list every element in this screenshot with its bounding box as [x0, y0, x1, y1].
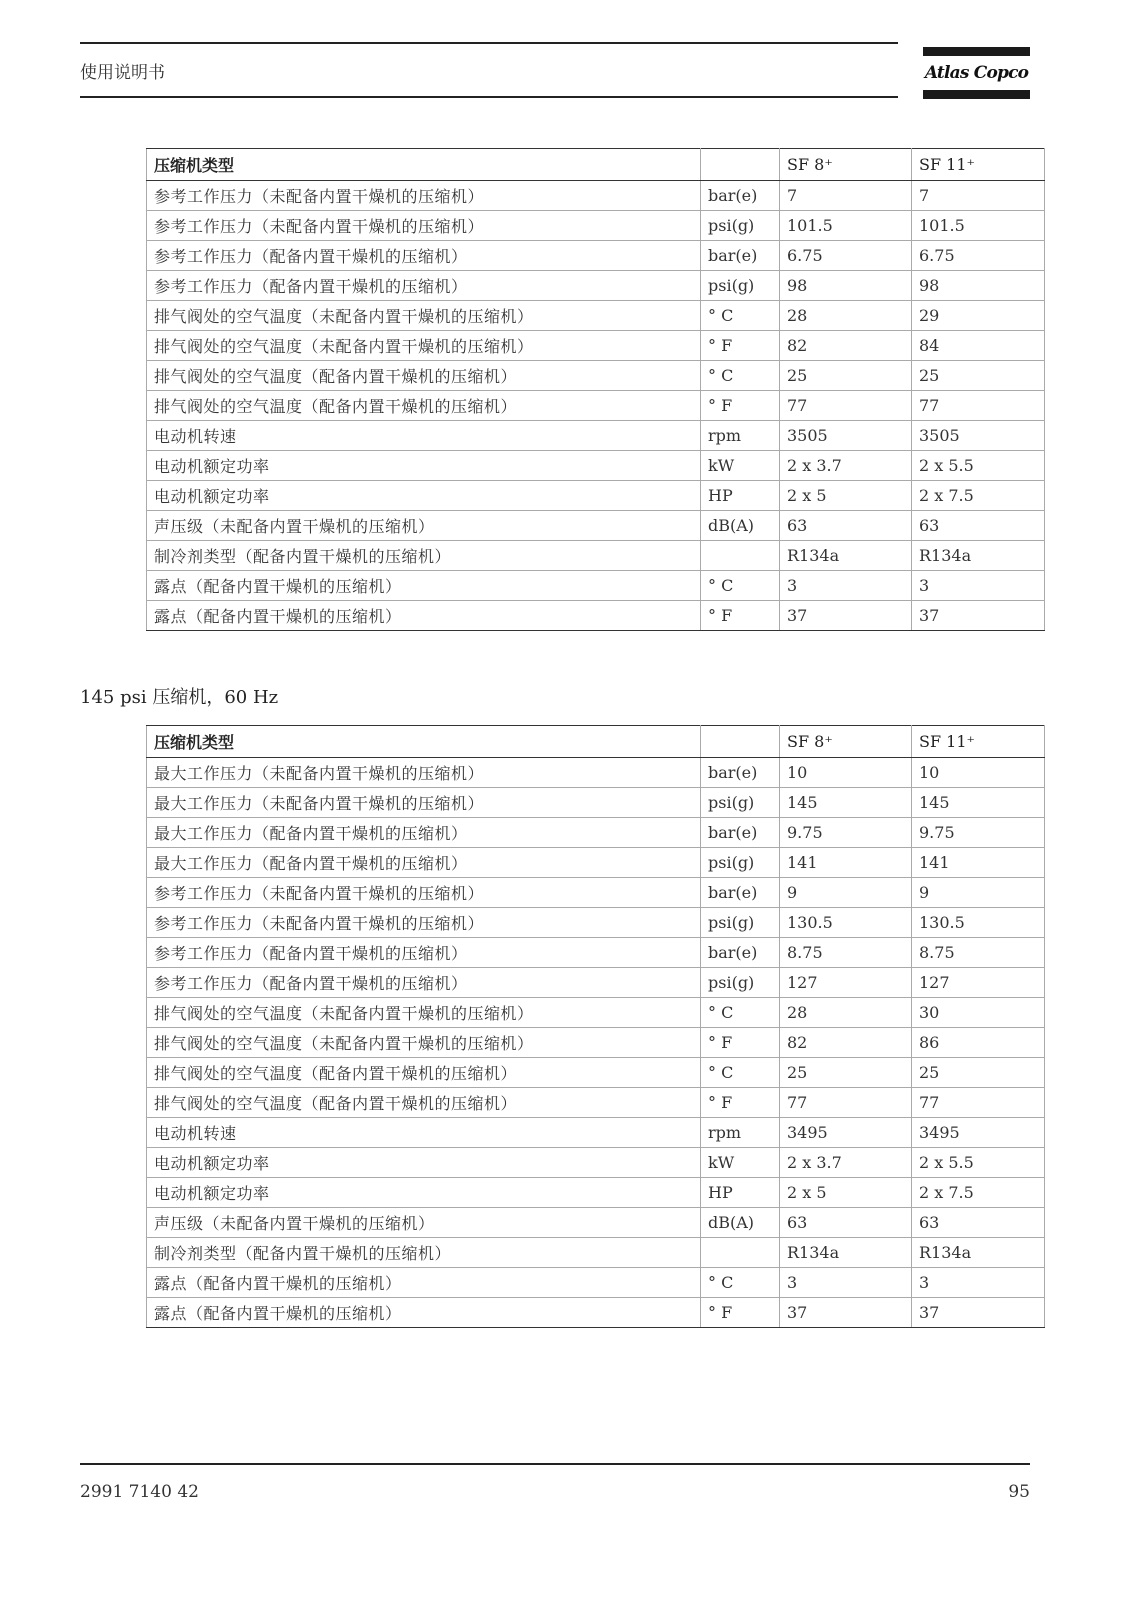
- table-row: [147, 181, 1045, 211]
- spec-value-model-1: 10: [780, 758, 912, 788]
- spec-value-model-1: 82: [780, 1028, 912, 1058]
- spec-value-model-1: 2 x 5: [780, 481, 912, 511]
- table-row: [147, 211, 1045, 241]
- table-row: [147, 1148, 1045, 1178]
- spec-value-model-1: 3495: [780, 1118, 912, 1148]
- spec-label: 电动机转速: [147, 421, 701, 451]
- spec-value-model-2: 3495: [912, 1118, 1045, 1148]
- spec-value-model-2: 2 x 5.5: [912, 1148, 1045, 1178]
- table-row: [147, 788, 1045, 818]
- spec-unit: ° C: [701, 998, 780, 1028]
- spec-table-2: [146, 725, 1045, 1328]
- spec-label: 最大工作压力（未配备内置干燥机的压缩机）: [147, 788, 701, 818]
- spec-unit: bar(e): [701, 241, 780, 271]
- spec-label: 电动机额定功率: [147, 1178, 701, 1208]
- spec-value-model-2: 30: [912, 998, 1045, 1028]
- spec-unit: kW: [701, 451, 780, 481]
- table-row: [147, 451, 1045, 481]
- spec-label: 参考工作压力（未配备内置干燥机的压缩机）: [147, 181, 701, 211]
- spec-value-model-2: 25: [912, 1058, 1045, 1088]
- column-header-unit: [701, 149, 780, 181]
- spec-value-model-1: 130.5: [780, 908, 912, 938]
- spec-label: 声压级（未配备内置干燥机的压缩机）: [147, 1208, 701, 1238]
- spec-label: 排气阀处的空气温度（未配备内置干燥机的压缩机）: [147, 1028, 701, 1058]
- spec-value-model-2: 37: [912, 601, 1045, 631]
- spec-label: 露点（配备内置干燥机的压缩机）: [147, 1298, 701, 1328]
- table-row: [147, 758, 1045, 788]
- spec-value-model-1: 145: [780, 788, 912, 818]
- spec-unit: ° F: [701, 391, 780, 421]
- spec-value-model-1: 141: [780, 848, 912, 878]
- spec-unit: bar(e): [701, 181, 780, 211]
- spec-table-2-body: [147, 726, 1045, 1328]
- spec-value-model-2: 63: [912, 1208, 1045, 1238]
- spec-label: 参考工作压力（配备内置干燥机的压缩机）: [147, 271, 701, 301]
- spec-unit: ° C: [701, 1268, 780, 1298]
- spec-value-model-2: 2 x 7.5: [912, 1178, 1045, 1208]
- page-number: 95: [1008, 1482, 1030, 1502]
- spec-value-model-1: 82: [780, 331, 912, 361]
- spec-unit: ° C: [701, 361, 780, 391]
- spec-unit: kW: [701, 1148, 780, 1178]
- spec-label: 排气阀处的空气温度（未配备内置干燥机的压缩机）: [147, 301, 701, 331]
- spec-table-1: [146, 148, 1045, 631]
- spec-value-model-1: 28: [780, 301, 912, 331]
- spec-value-model-1: R134a: [780, 541, 912, 571]
- spec-label: 露点（配备内置干燥机的压缩机）: [147, 571, 701, 601]
- column-header-model-1: SF 8⁺: [780, 726, 912, 758]
- spec-value-model-1: 101.5: [780, 211, 912, 241]
- spec-value-model-1: 6.75: [780, 241, 912, 271]
- spec-unit: ° C: [701, 1058, 780, 1088]
- spec-label: 最大工作压力（未配备内置干燥机的压缩机）: [147, 758, 701, 788]
- table-row: [147, 1208, 1045, 1238]
- spec-value-model-2: 37: [912, 1298, 1045, 1328]
- table-row: [147, 361, 1045, 391]
- spec-value-model-2: 145: [912, 788, 1045, 818]
- spec-value-model-2: 77: [912, 391, 1045, 421]
- spec-value-model-1: 127: [780, 968, 912, 998]
- spec-unit: dB(A): [701, 1208, 780, 1238]
- spec-value-model-2: 7: [912, 181, 1045, 211]
- table-row: [147, 271, 1045, 301]
- spec-value-model-2: R134a: [912, 1238, 1045, 1268]
- spec-unit: bar(e): [701, 878, 780, 908]
- logo-text: Atlas Copco: [924, 63, 1029, 83]
- spec-unit: bar(e): [701, 818, 780, 848]
- spec-label: 声压级（未配备内置干燥机的压缩机）: [147, 511, 701, 541]
- spec-unit: ° F: [701, 1088, 780, 1118]
- spec-value-model-1: 63: [780, 1208, 912, 1238]
- table-row: [147, 848, 1045, 878]
- spec-unit: psi(g): [701, 271, 780, 301]
- spec-unit: rpm: [701, 1118, 780, 1148]
- spec-value-model-1: 7: [780, 181, 912, 211]
- spec-unit: ° F: [701, 331, 780, 361]
- spec-value-model-1: 2 x 5: [780, 1178, 912, 1208]
- spec-unit: psi(g): [701, 788, 780, 818]
- spec-label: 排气阀处的空气温度（配备内置干燥机的压缩机）: [147, 361, 701, 391]
- spec-unit: psi(g): [701, 211, 780, 241]
- spec-value-model-1: 37: [780, 601, 912, 631]
- spec-unit: psi(g): [701, 908, 780, 938]
- spec-value-model-1: 37: [780, 1298, 912, 1328]
- spec-unit: HP: [701, 481, 780, 511]
- document-number: 2991 7140 42: [80, 1482, 199, 1502]
- footer-rule: [80, 1463, 1030, 1465]
- spec-label: 电动机额定功率: [147, 451, 701, 481]
- spec-value-model-2: 3505: [912, 421, 1045, 451]
- spec-label: 排气阀处的空气温度（未配备内置干燥机的压缩机）: [147, 331, 701, 361]
- table-row: [147, 331, 1045, 361]
- spec-value-model-2: 101.5: [912, 211, 1045, 241]
- spec-value-model-2: 6.75: [912, 241, 1045, 271]
- table-row: [147, 511, 1045, 541]
- table-row: [147, 998, 1045, 1028]
- spec-value-model-1: 98: [780, 271, 912, 301]
- spec-label: 制冷剂类型（配备内置干燥机的压缩机）: [147, 541, 701, 571]
- spec-label: 排气阀处的空气温度（配备内置干燥机的压缩机）: [147, 1058, 701, 1088]
- section-title-145psi: 145 psi 压缩机，60 Hz: [80, 687, 279, 708]
- table-row: [147, 421, 1045, 451]
- spec-value-model-1: 77: [780, 391, 912, 421]
- atlas-copco-logo: [923, 47, 1030, 99]
- spec-value-model-1: R134a: [780, 1238, 912, 1268]
- table-row: [147, 1268, 1045, 1298]
- table-row: [147, 1088, 1045, 1118]
- spec-value-model-2: 9.75: [912, 818, 1045, 848]
- spec-unit: bar(e): [701, 758, 780, 788]
- column-header-model-2: SF 11⁺: [912, 726, 1045, 758]
- logo-bar-bottom: [923, 90, 1030, 99]
- table-row: [147, 571, 1045, 601]
- table-row: [147, 601, 1045, 631]
- spec-label: 露点（配备内置干燥机的压缩机）: [147, 1268, 701, 1298]
- spec-value-model-2: 86: [912, 1028, 1045, 1058]
- spec-value-model-2: 77: [912, 1088, 1045, 1118]
- spec-unit: rpm: [701, 421, 780, 451]
- spec-label: 参考工作压力（未配备内置干燥机的压缩机）: [147, 878, 701, 908]
- logo-bar-top: [923, 47, 1030, 56]
- spec-unit: psi(g): [701, 848, 780, 878]
- spec-unit: dB(A): [701, 511, 780, 541]
- table-row: [147, 1118, 1045, 1148]
- spec-label: 最大工作压力（配备内置干燥机的压缩机）: [147, 848, 701, 878]
- spec-label: 参考工作压力（未配备内置干燥机的压缩机）: [147, 908, 701, 938]
- spec-unit: bar(e): [701, 938, 780, 968]
- spec-unit: ° F: [701, 1028, 780, 1058]
- spec-value-model-1: 3505: [780, 421, 912, 451]
- page-header-title: 使用说明书: [80, 63, 165, 83]
- spec-unit: ° F: [701, 601, 780, 631]
- spec-unit: ° F: [701, 1298, 780, 1328]
- spec-value-model-1: 3: [780, 1268, 912, 1298]
- spec-value-model-2: 3: [912, 571, 1045, 601]
- spec-unit: ° C: [701, 301, 780, 331]
- table-row: [147, 878, 1045, 908]
- spec-value-model-1: 25: [780, 361, 912, 391]
- column-header-model-1: SF 8⁺: [780, 149, 912, 181]
- spec-unit: [701, 1238, 780, 1268]
- spec-value-model-1: 77: [780, 1088, 912, 1118]
- spec-label: 电动机额定功率: [147, 1148, 701, 1178]
- spec-value-model-2: 3: [912, 1268, 1045, 1298]
- spec-value-model-2: 25: [912, 361, 1045, 391]
- spec-label: 排气阀处的空气温度（配备内置干燥机的压缩机）: [147, 391, 701, 421]
- header-rule-bottom: [80, 96, 898, 98]
- spec-unit: psi(g): [701, 968, 780, 998]
- spec-table-header-row: [147, 149, 1045, 181]
- spec-label: 参考工作压力（未配备内置干燥机的压缩机）: [147, 211, 701, 241]
- column-header-compressor-type: 压缩机类型: [147, 149, 701, 181]
- spec-value-model-2: 98: [912, 271, 1045, 301]
- spec-label: 参考工作压力（配备内置干燥机的压缩机）: [147, 938, 701, 968]
- spec-value-model-1: 2 x 3.7: [780, 1148, 912, 1178]
- spec-unit: ° C: [701, 571, 780, 601]
- spec-value-model-1: 2 x 3.7: [780, 451, 912, 481]
- spec-value-model-1: 9: [780, 878, 912, 908]
- column-header-compressor-type: 压缩机类型: [147, 726, 701, 758]
- table-row: [147, 938, 1045, 968]
- spec-value-model-1: 8.75: [780, 938, 912, 968]
- spec-label: 电动机额定功率: [147, 481, 701, 511]
- spec-label: 电动机转速: [147, 1118, 701, 1148]
- table-row: [147, 908, 1045, 938]
- spec-value-model-2: 63: [912, 511, 1045, 541]
- spec-label: 参考工作压力（配备内置干燥机的压缩机）: [147, 241, 701, 271]
- spec-label: 最大工作压力（配备内置干燥机的压缩机）: [147, 818, 701, 848]
- spec-value-model-1: 3: [780, 571, 912, 601]
- spec-value-model-2: 2 x 5.5: [912, 451, 1045, 481]
- table-row: [147, 481, 1045, 511]
- table-row: [147, 1178, 1045, 1208]
- spec-value-model-2: 10: [912, 758, 1045, 788]
- table-row: [147, 1028, 1045, 1058]
- spec-unit: [701, 541, 780, 571]
- table-row: [147, 301, 1045, 331]
- table-row: [147, 241, 1045, 271]
- spec-unit: HP: [701, 1178, 780, 1208]
- spec-table-1-body: [147, 149, 1045, 631]
- spec-value-model-1: 28: [780, 998, 912, 1028]
- spec-value-model-1: 9.75: [780, 818, 912, 848]
- spec-value-model-1: 25: [780, 1058, 912, 1088]
- spec-table-header-row: [147, 726, 1045, 758]
- column-header-unit: [701, 726, 780, 758]
- table-row: [147, 1058, 1045, 1088]
- spec-value-model-2: 9: [912, 878, 1045, 908]
- spec-value-model-1: 63: [780, 511, 912, 541]
- spec-label: 参考工作压力（配备内置干燥机的压缩机）: [147, 968, 701, 998]
- spec-value-model-2: 130.5: [912, 908, 1045, 938]
- table-row: [147, 1238, 1045, 1268]
- spec-value-model-2: 127: [912, 968, 1045, 998]
- column-header-model-2: SF 11⁺: [912, 149, 1045, 181]
- spec-value-model-2: 2 x 7.5: [912, 481, 1045, 511]
- spec-value-model-2: R134a: [912, 541, 1045, 571]
- table-row: [147, 391, 1045, 421]
- table-row: [147, 818, 1045, 848]
- table-row: [147, 968, 1045, 998]
- table-row: [147, 1298, 1045, 1328]
- spec-value-model-2: 29: [912, 301, 1045, 331]
- spec-label: 排气阀处的空气温度（配备内置干燥机的压缩机）: [147, 1088, 701, 1118]
- spec-label: 制冷剂类型（配备内置干燥机的压缩机）: [147, 1238, 701, 1268]
- spec-label: 露点（配备内置干燥机的压缩机）: [147, 601, 701, 631]
- header-rule-top: [80, 42, 898, 44]
- spec-label: 排气阀处的空气温度（未配备内置干燥机的压缩机）: [147, 998, 701, 1028]
- table-row: [147, 541, 1045, 571]
- spec-value-model-2: 8.75: [912, 938, 1045, 968]
- spec-value-model-2: 84: [912, 331, 1045, 361]
- spec-value-model-2: 141: [912, 848, 1045, 878]
